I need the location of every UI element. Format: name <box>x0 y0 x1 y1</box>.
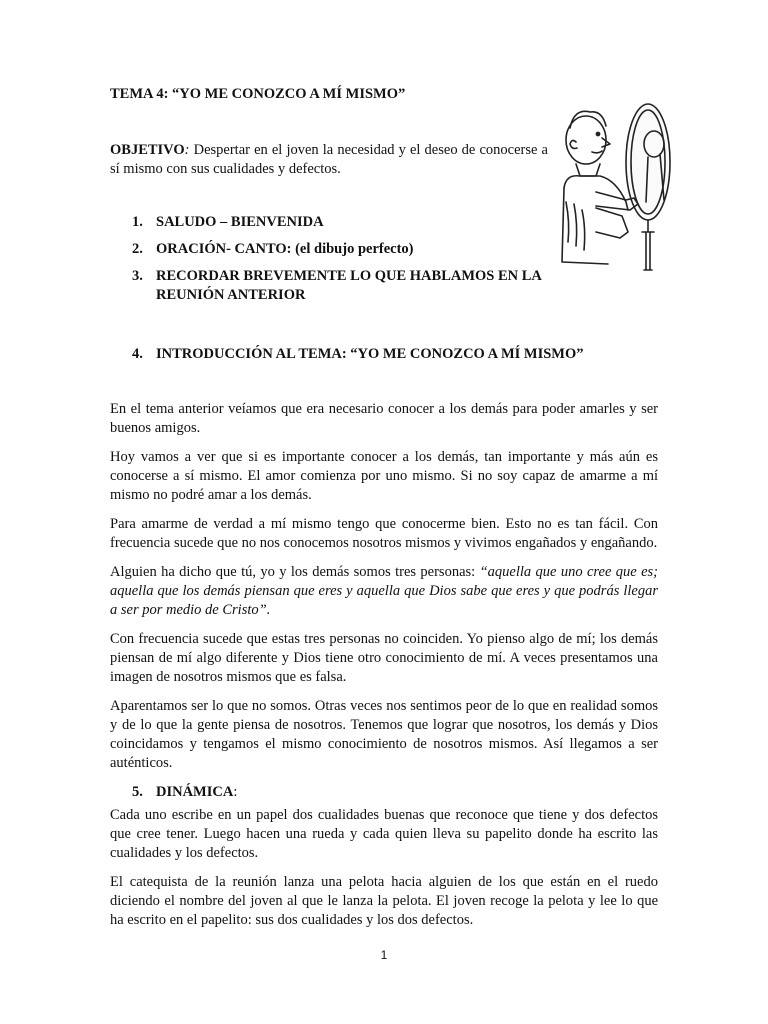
objective-paragraph <box>110 141 548 179</box>
paragraph: Hoy vamos a ver que si es importante conocer a los demás, tan importante y más aún es conocerse a sí mismo. El amor comienza por uno mismo. Si no soy capaz de amarme a mí mismo no podré amar a los demás. <box>110 449 658 503</box>
section-heading-dinamica: 5. DINÁMICA: <box>132 784 238 800</box>
objective-label: OBJETIVO <box>110 142 185 158</box>
objective-colon: : <box>184 142 190 158</box>
agenda-item: 2. ORACIÓN- CANTO: (el dibujo perfecto) <box>132 241 414 257</box>
paragraph: Aparentamos ser lo que no somos. Otras veces nos sentimos peor de lo que en realidad somos y de lo que la gente piensa de nosotros. Tenemos que lograr que nosotros, los demás y Dios coincidamos y tengamos el mismo conocimiento de nosotros mismos. Así llegamos a ser auténticos. <box>110 698 658 771</box>
paragraph: El catequista de la reunión lanza una pelota hacia alguien de los que están en el ruedo diciendo el nombre del joven al que le lanza la pelota. El joven recoge la pelota y lee lo que ha escrito en el papelito: sus dos cualidades y los dos defectos. <box>110 874 658 928</box>
paragraph: Con frecuencia sucede que estas tres personas no coinciden. Yo pienso algo de mí; los demás piensan de mí algo diferente y Dios tiene otro conocimiento de mí. A veces presentamos una imagen de nosotros mismos que es falsa. <box>110 631 658 685</box>
man-looking-in-mirror-icon <box>556 92 676 282</box>
paragraph-quote: Alguien ha dicho que tú, yo y los demás somos tres personas: “aquella que uno cree que es; aquella que los demás piensan que eres y aquella que Dios sabe que eres y que podrás llegar a ser por medio de Cristo”. <box>110 564 659 618</box>
objective-text: Despertar en el joven la necesidad y el deseo de conocerse a sí mismo con sus cualidades y defectos. <box>110 142 548 177</box>
agenda-item: 3. RECORDAR BREVEMENTE LO QUE HABLAMOS EN LA REUNIÓN ANTERIOR <box>132 268 542 303</box>
paragraph: En el tema anterior veíamos que era necesario conocer a los demás para poder amarles y ser buenos amigos. <box>110 401 658 436</box>
quote-text: “aquella que uno cree que es; aquella que los demás piensan que eres y aquella que Dios sabe que eres y que podrás llegar a ser por medio de Cristo”. <box>110 564 659 618</box>
agenda-item: 1. SALUDO – BIENVENIDA <box>132 214 324 230</box>
paragraph: Para amarme de verdad a mí mismo tengo que conocerme bien. Esto no es tan fácil. Con frecuencia sucede que no nos conocemos nosotros mismos y vivimos engañados y engañando. <box>110 516 658 551</box>
document-title: TEMA 4: “YO ME CONOZCO A MÍ MISMO” <box>110 86 406 102</box>
agenda-list <box>110 213 584 372</box>
page-number: 1 <box>380 948 388 962</box>
paragraph: Cada uno escribe en un papel dos cualidades buenas que reconoce que tiene y dos defectos que cree tener. Luego hacen una rueda y cada quien lleva su papelito donde ha escrito las cualidades y los defectos. <box>110 807 658 861</box>
document-body <box>110 400 658 940</box>
agenda-item-intro: 4. INTRODUCCIÓN AL TEMA: “YO ME CONOZCO A MÍ MISMO” <box>132 346 584 362</box>
